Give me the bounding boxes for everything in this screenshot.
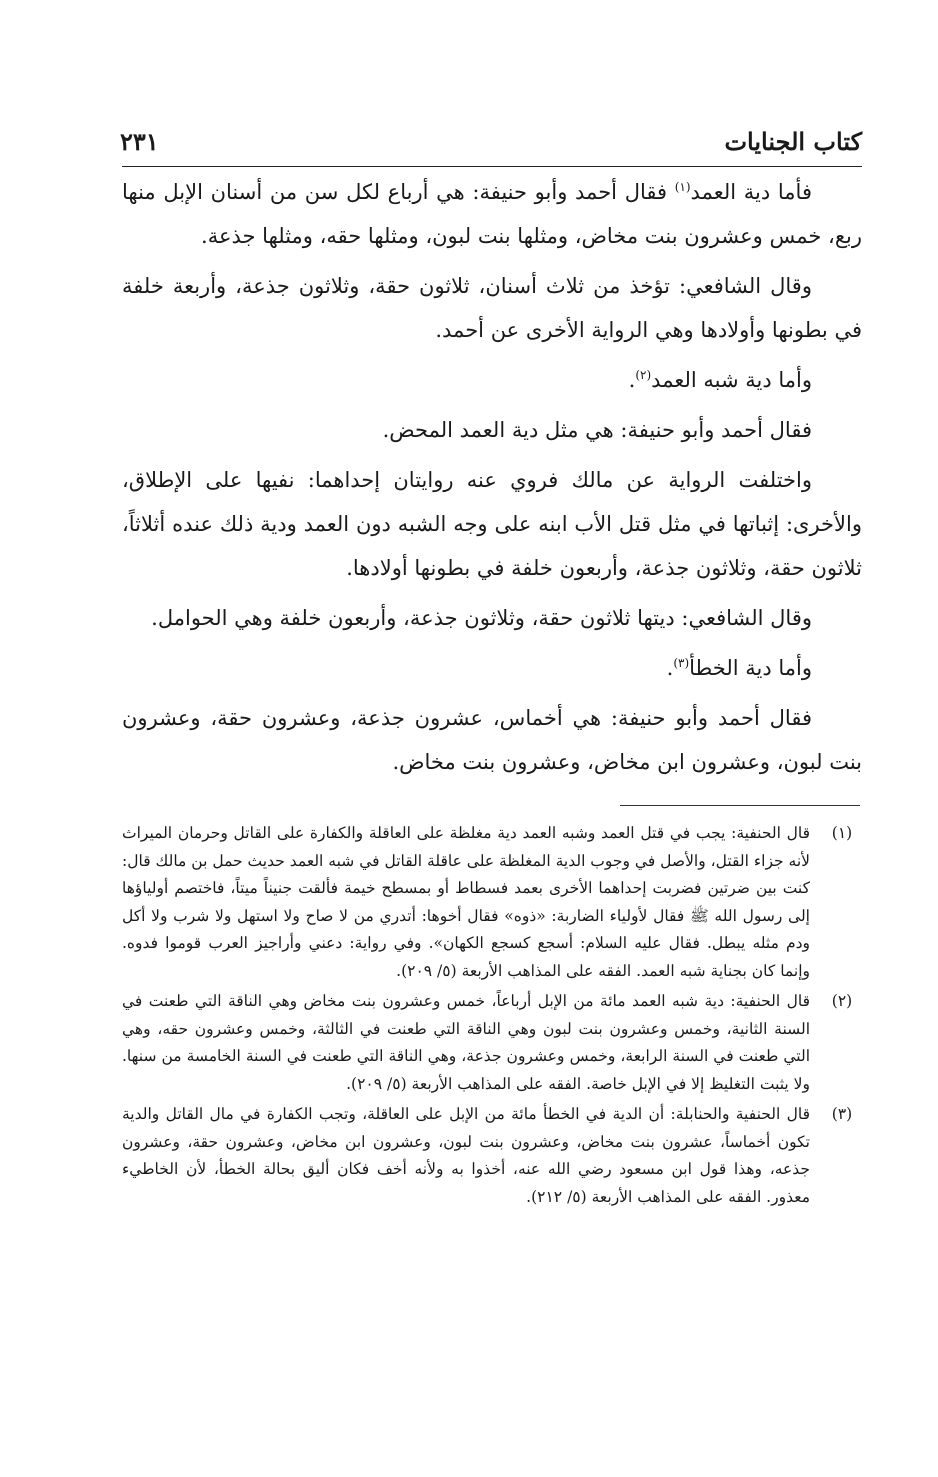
paragraph-text: فقال أحمد وأبو حنيفة: هي أرباع لكل سن من أسنان الإبل منها ربع، خمس وعشرون بنت مخاض، ومثلها بنت لبون، ومثلها حقه، ومثلها جذعة. (122, 180, 862, 248)
footnote-number: (٣) (831, 1105, 853, 1123)
footnote-text: قال الحنفية والحنابلة: أن الدية في الخطأ مائة من الإبل على العاقلة، وتجب الكفارة في مال القاتل والدية تكون أخماساً، عشرون بنت مخاض، وعشرون بنت لبون، وعشرون ابن مخاض، وعشرون حقة، وعشرون جذعه، وهذا قول ابن مسعود رضي الله عنه، أخذوا به ولأنه أخف فكان أليق بحالة الخطأ، لأن الخاطيء معذور. الفقه على المذاهب الأربعة (٥/ ٢١٢). (122, 1105, 810, 1206)
footnote-2 (122, 988, 862, 1098)
header-divider (122, 166, 862, 167)
paragraph-text: وأما دية الخطأ (689, 656, 812, 680)
paragraph-4: فقال أحمد وأبو حنيفة: هي مثل دية العمد المحض. (382, 418, 812, 442)
chapter-title: كتاب الجنايات (724, 127, 862, 156)
paragraph-7 (122, 646, 862, 690)
footnote-ref-2: (٢) (635, 368, 652, 382)
footnote-ref-1: (١) (674, 180, 691, 194)
paragraph-5: واختلفت الرواية عن مالك فروي عنه روايتان إحداهما: نفيها على الإطلاق، والأخرى: إثباتها في مثل قتل الأب ابنه على وجه الشبه دون العمد ودية ذلك عنده أثلاثاً، ثلاثون حقة، وثلاثون جذعة، وأربعون خلفة في بطونها أولادها. (122, 468, 862, 580)
footnote-text: قال الحنفية: دية شبه العمد مائة من الإبل أرباعاً، خمس وعشرون بنت مخاض وهي الناقة التي طعنت في السنة الثانية، وخمس وعشرون بنت لبون وهي الناقة التي طعنت في الثالثة، وخمس وعشرون حقه، وهي التي طعنت في السنة الرابعة، وخمس وعشرون جذعة، وهي الناقة التي طعنت في السنة الخامسة من سنها. ولا يثبت التغليظ إلا في الإبل خاصة. الفقه على المذاهب الأربعة (٥/ ٢٠٩). (122, 992, 810, 1093)
paragraph-3 (122, 358, 862, 402)
footnote-number: (١) (831, 824, 853, 842)
paragraph-text: . (666, 656, 674, 680)
footnote-1 (122, 820, 862, 985)
footnote-ref-3: (٣) (673, 656, 690, 670)
footnote-text: قال الحنفية: يجب في قتل العمد وشبه العمد دية مغلظة على العاقلة والكفارة على القاتل وحرمان الميراث لأنه جزاء القتل، والأصل في وجوب الدية المغلظة على عاقلة القاتل في شبه العمد حديث حمل بن مالك قال: كنت بين ضرتين فضربت إحداهما الأخرى بعمد فسطاط أو بمسطح خيمة فألقت جنيناً ميتاً، فاختصم أولياؤها إلى رسول الله ﷺ فقال لأولياء الضاربة: «ذوه» فقال أخوها: أتدري من لا صاح ولا استهل ولا شرب ولا أكل ودم مثله يبطل. فقال عليه السلام: أسجع كسجع الكهان». وفي رواية: دعني وأراجيز العرب قوموا فدوه. وإنما كان بجناية شبه العمد. الفقه على المذاهب الأربعة (٥/ ٢٠٩). (122, 824, 810, 980)
footnote-divider (620, 805, 860, 806)
paragraph-2: وقال الشافعي: تؤخذ من ثلاث أسنان، ثلاثون حقة، وثلاثون جذعة، وأربعة خلفة في بطونها وأولادها وهي الرواية الأخرى عن أحمد. (122, 274, 862, 342)
paragraph-text: فأما دية العمد (690, 180, 812, 204)
page-number: ٢٣١ (120, 127, 159, 156)
footnote-3 (122, 1101, 862, 1211)
paragraph-1 (122, 170, 862, 258)
main-text (122, 170, 862, 790)
paragraph-text: . (628, 368, 636, 392)
running-header (120, 120, 862, 164)
footnotes (122, 820, 862, 1214)
paragraph-text: وأما دية شبه العمد (651, 368, 812, 392)
paragraph-8: فقال أحمد وأبو حنيفة: هي أخماس، عشرون جذعة، وعشرون حقة، وعشرون بنت لبون، وعشرون ابن مخاض، وعشرون بنت مخاض. (122, 706, 862, 774)
paragraph-6: وقال الشافعي: ديتها ثلاثون حقة، وثلاثون جذعة، وأربعون خلفة وهي الحوامل. (151, 606, 812, 630)
footnote-number: (٢) (831, 992, 853, 1010)
